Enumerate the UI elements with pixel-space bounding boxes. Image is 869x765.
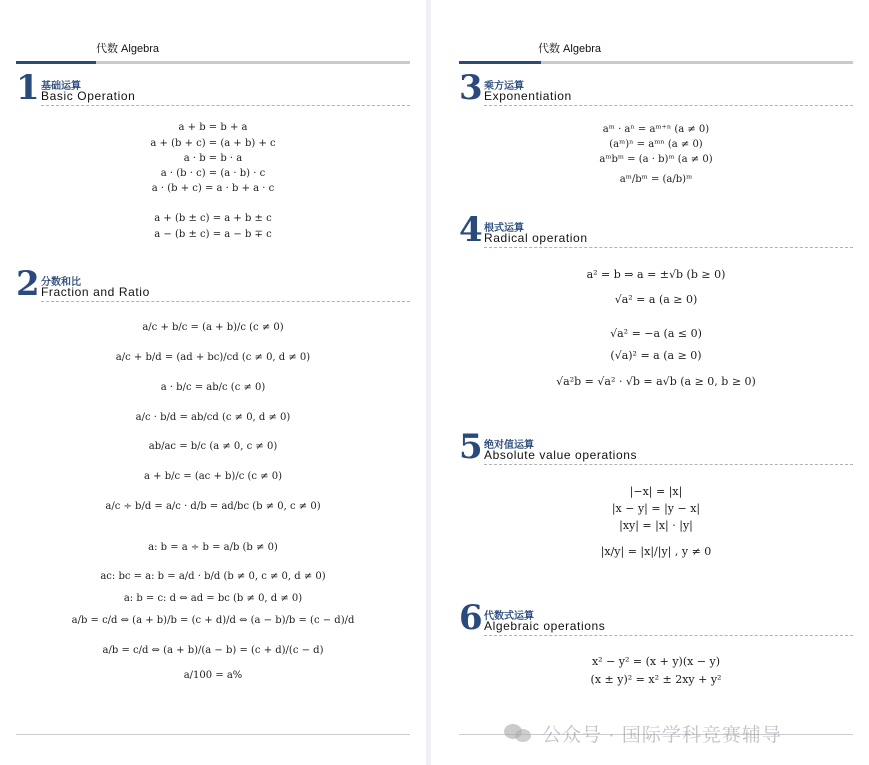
section-title-en: Basic Operation [41,89,136,103]
formula: a/b = c/d ⇔ (a + b)/(a − b) = (c + d)/(c − d) [102,645,324,656]
section-fraction-and-ratio [16,264,410,681]
header-rule [459,61,853,64]
header-rule [16,61,410,64]
section-exponentiation [459,68,853,185]
section-number: 3 [459,68,483,108]
section-number: 4 [459,210,483,250]
section-title-en: Algebraic operations [484,619,606,633]
formula: a/b = c/d ⇔ (a + b)/b = (c + d)/d ⇔ (a − b)/b = (c − d)/d [71,615,355,626]
formula: √a² = a (a ≥ 0) [614,293,698,306]
section-divider [484,464,853,465]
section-header [16,68,410,110]
formula: (√a)² = a (a ≥ 0) [610,349,702,362]
formula: a · b/c = ab/c (c ≠ 0) [160,382,266,393]
formula: a + b/c = (ac + b)/c (c ≠ 0) [144,471,282,482]
section-title-cn: 分数和比 [41,277,81,288]
running-head: 代数 Algebra [538,43,601,55]
watermark [504,718,854,748]
section-title-cn: 代数式运算 [484,611,534,622]
formula: (x ± y)² = x² ± 2xy + y² [590,673,722,686]
formula: a − (b ± c) = a − b ∓ c [154,229,272,240]
formula: a · b = b · a [183,153,243,164]
running-head: 代数 Algebra [96,43,159,55]
watermark-text: 公众号 · 国际学科竞赛辅导 [542,724,782,746]
section-header [16,264,410,306]
formula: |−x| = |x| [629,485,683,498]
section-title-cn: 绝对值运算 [484,440,534,451]
formula: a/100 = a% [183,670,243,681]
section-title-en: Absolute value operations [484,448,638,462]
formula: (aᵐ)ⁿ = aᵐⁿ (a ≠ 0) [609,139,703,150]
section-number: 5 [459,427,483,467]
formula: a · (b · c) = (a · b) · c [160,168,266,179]
formula: √a² = −a (a ≤ 0) [610,327,702,340]
section-divider [41,301,410,302]
section-title-en: Fraction and Ratio [41,285,150,299]
header-rule-accent [16,61,96,64]
formula: √a²b = √a² · √b = a√b (a ≥ 0, b ≥ 0) [556,375,756,388]
formula: a + b = b + a [178,122,248,133]
section-title-en: Exponentiation [484,89,572,103]
formula: aᵐ · aⁿ = aᵐ⁺ⁿ (a ≠ 0) [602,124,710,135]
section-divider [484,247,853,248]
formula: aᵐbᵐ = (a · b)ᵐ (a ≠ 0) [599,154,713,165]
section-header [459,68,853,110]
formula: ac: bc = a: b = a/d · b/d (b ≠ 0, c ≠ 0, d ≠ 0) [100,571,326,582]
section-algebraic-operations [459,598,853,686]
formula: a/c + b/d = (ad + bc)/cd (c ≠ 0, d ≠ 0) [115,352,311,363]
formula: |x/y| = |x|/|y| , y ≠ 0 [600,545,712,558]
section-divider [484,105,853,106]
section-divider [41,105,410,106]
section-title-cn: 基础运算 [41,81,81,92]
formula: a: b = a ÷ b = a/b (b ≠ 0) [148,542,278,553]
section-number: 2 [16,264,40,304]
formula: a + (b ± c) = a + b ± c [154,213,272,224]
section-title-cn: 根式运算 [484,223,524,234]
section-header [459,427,853,469]
section-divider [484,635,853,636]
section-title-cn: 乘方运算 [484,81,524,92]
formula: a/c + b/c = (a + b)/c (c ≠ 0) [142,322,284,333]
formula: |xy| = |x| · |y| [619,519,693,532]
formula: a + (b + c) = (a + b) + c [150,138,276,149]
formula: a² = b ⇒ a = ±√b (b ≥ 0) [586,268,726,281]
footer-rule [16,734,410,735]
section-title-en: Radical operation [484,231,588,245]
section-number: 1 [16,68,40,108]
formula: a: b = c: d ⇔ ad = bc (b ≠ 0, d ≠ 0) [123,593,303,604]
formula: x² − y² = (x + y)(x − y) [591,655,721,668]
section-header [459,210,853,252]
header-rule-accent [459,61,541,64]
section-basic-operation [16,68,410,240]
right-page [431,0,869,765]
formula: |x − y| = |y − x| [611,502,701,515]
formula: a/c · b/d = ab/cd (c ≠ 0, d ≠ 0) [135,412,291,423]
section-absolute-value [459,427,853,558]
formula: a/c ÷ b/d = a/c · d/b = ad/bc (b ≠ 0, c ≠ 0) [105,501,321,512]
section-number: 6 [459,598,483,638]
formula: ab/ac = b/c (a ≠ 0, c ≠ 0) [148,441,278,452]
wechat-icon [504,722,534,744]
formula: a · (b + c) = a · b + a · c [151,183,275,194]
section-header [459,598,853,640]
section-radical-operation [459,210,853,388]
left-page [0,0,426,765]
formula: aᵐ/bᵐ = (a/b)ᵐ [619,174,693,185]
